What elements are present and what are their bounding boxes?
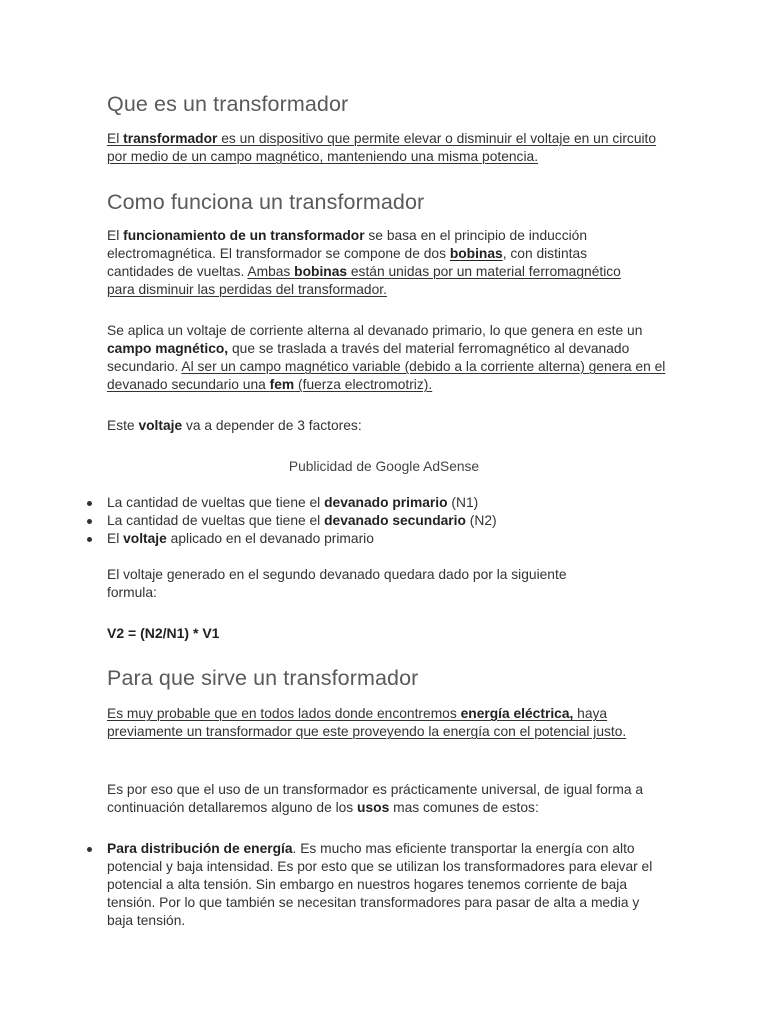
- section-title-para-que-sirve: Para que sirve un transformador: [107, 666, 419, 690]
- paragraph-usos-intro: Es por eso que el uso de un transformador es prácticamente universal, de igual forma a continuación detallaremos alguno de los usos mas comunes de estos:: [107, 782, 644, 815]
- list-item: Para distribución de energía. Es mucho mas eficiente transportar la energía con alto potencial y baja intensidad. Es por esto que se utilizan los transformadores para elevar el potencial a alta tensión. Sin embargo en nuestros hogares tenemos corriente de baja tensión. Por lo que también se necesitan transformadores para pasar de alta a media y baja tensión.: [85, 840, 660, 930]
- list-item: La cantidad de vueltas que tiene el devanado primario (N1): [85, 494, 675, 512]
- paragraph-voltaje-alterna: Se aplica un voltaje de corriente alterna al devanado primario, lo que genera en este un campo magnético, que se traslada a través del material ferromagnético al devanado secundario. Al ser un campo magnético variable (debido a la corriente alterna) genera en el devanado secundario una fem (fuerza electromotriz).: [107, 323, 666, 392]
- use-title-distribucion: Para distribución de energía: [107, 841, 293, 856]
- section-title-que-es: Que es un transformador: [107, 92, 349, 116]
- bullet-icon: [87, 537, 92, 542]
- bullet-icon: [87, 501, 92, 506]
- formula-v2: V2 = (N2/N1) * V1: [107, 625, 220, 641]
- paragraph-factores-intro: Este voltaje va a depender de 3 factores:: [107, 418, 362, 433]
- paragraph-definition: [107, 130, 662, 166]
- term-funcionamiento: funcionamiento de un transformador: [123, 228, 365, 243]
- link-bobinas[interactable]: bobinas: [449, 246, 503, 261]
- paragraph-energia: [107, 705, 662, 741]
- underlined-fem-sentence: Al ser un campo magnético variable (debido a la corriente alterna) genera en el devanado secundario una fem (fuerza electromotriz).: [107, 359, 666, 392]
- paragraph-formula-intro: El voltaje generado en el segundo devanado quedara dado por la siguiente formula:: [107, 567, 567, 600]
- term-transformador: transformador: [123, 131, 218, 146]
- underlined-bobinas-sentence: Ambas bobinas están unidas por un material ferromagnético para disminuir las perdidas del transformador.: [107, 264, 621, 297]
- bullet-icon: [87, 847, 92, 852]
- term-usos: usos: [357, 800, 390, 815]
- factors-list: [85, 494, 675, 548]
- definition-text: El transformador es un dispositivo que permite elevar o disminuir el voltaje en un circuito por medio de un campo magnético, manteniendo una misma potencia.: [107, 131, 657, 164]
- ad-placeholder-label: Publicidad de Google AdSense: [288, 459, 480, 474]
- term-voltaje: voltaje: [138, 418, 183, 433]
- paragraph-funcionamiento: El funcionamiento de un transformador se basa en el principio de inducción electromagnética. El transformador se compone de dos bobinas, con distintas cantidades de vueltas. Ambas bobinas están unidas por un material ferromagnético para disminuir las perdidas del transformador.: [107, 228, 621, 297]
- term-campo-magnetico: campo magnético,: [107, 341, 229, 356]
- uses-list: [85, 840, 660, 930]
- underlined-energia-sentence: Es muy probable que en todos lados donde encontremos energía eléctrica, haya previamente un transformador que este proveyendo la energía con el potencial justo.: [107, 706, 627, 739]
- term-fem: fem: [269, 377, 295, 392]
- term-energia-electrica: energía eléctrica,: [460, 706, 574, 721]
- list-item: La cantidad de vueltas que tiene el devanado secundario (N2): [85, 512, 675, 530]
- list-item: El voltaje aplicado en el devanado primario: [85, 530, 675, 548]
- section-title-como-funciona: Como funciona un transformador: [107, 190, 425, 214]
- bullet-icon: [87, 519, 92, 524]
